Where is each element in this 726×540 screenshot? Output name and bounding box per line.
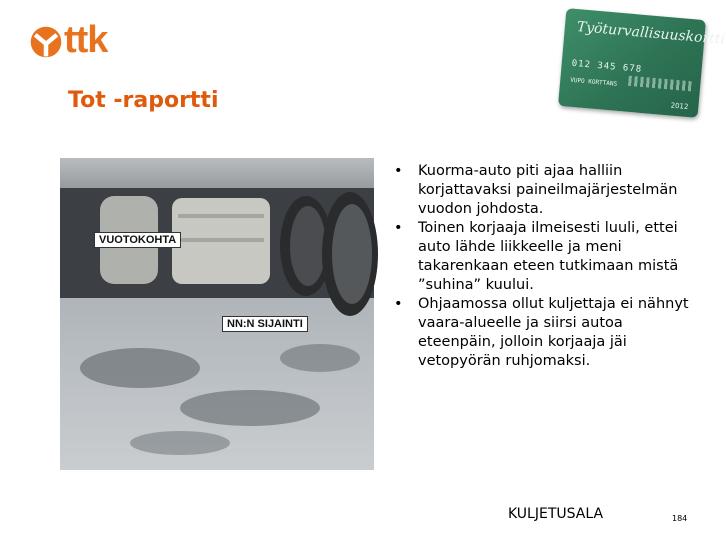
truck-photo <box>60 158 374 470</box>
card-title: Työturvallisuuskortti <box>576 19 726 48</box>
list-item: • Kuorma-auto piti ajaa halliin korjattavaksi paineilmajärjestelmän vuodon johdosta. <box>390 162 700 219</box>
list-item: • Ohjaamossa ollut kuljettaja ei nähnyt vaara-alueelle ja siirsi autoa eteenpäin, jolloin korjaaja jäi vetopyörän ruhjomaksi. <box>390 295 700 371</box>
card-number: 012 345 678 <box>571 58 643 75</box>
page-number: 184 <box>672 514 688 523</box>
ttk-logo-icon <box>28 24 64 60</box>
card-holder-name: VUPO KORTTANS <box>569 76 618 88</box>
incident-description-list <box>390 162 700 371</box>
photo-label-leak-point: VUOTOKOHTA <box>94 232 181 248</box>
safety-card-image <box>558 8 726 118</box>
photo-label-victim-location: NN:N SIJAINTI <box>222 316 308 332</box>
footer-label: KULJETUSALA <box>508 506 604 522</box>
card-year: 2012 <box>670 101 689 112</box>
logo-text: ttk <box>64 19 108 61</box>
page-title: Tot -raportti <box>68 88 219 113</box>
card-chain-pattern <box>628 76 693 92</box>
list-item: • Toinen korjaaja ilmeisesti luuli, ettei auto lähde liikkeelle ja meni takarenkaan eteen tutkimaan mistä ”suhina” kuului. <box>390 219 700 295</box>
truck-photo-illustration <box>60 158 374 470</box>
